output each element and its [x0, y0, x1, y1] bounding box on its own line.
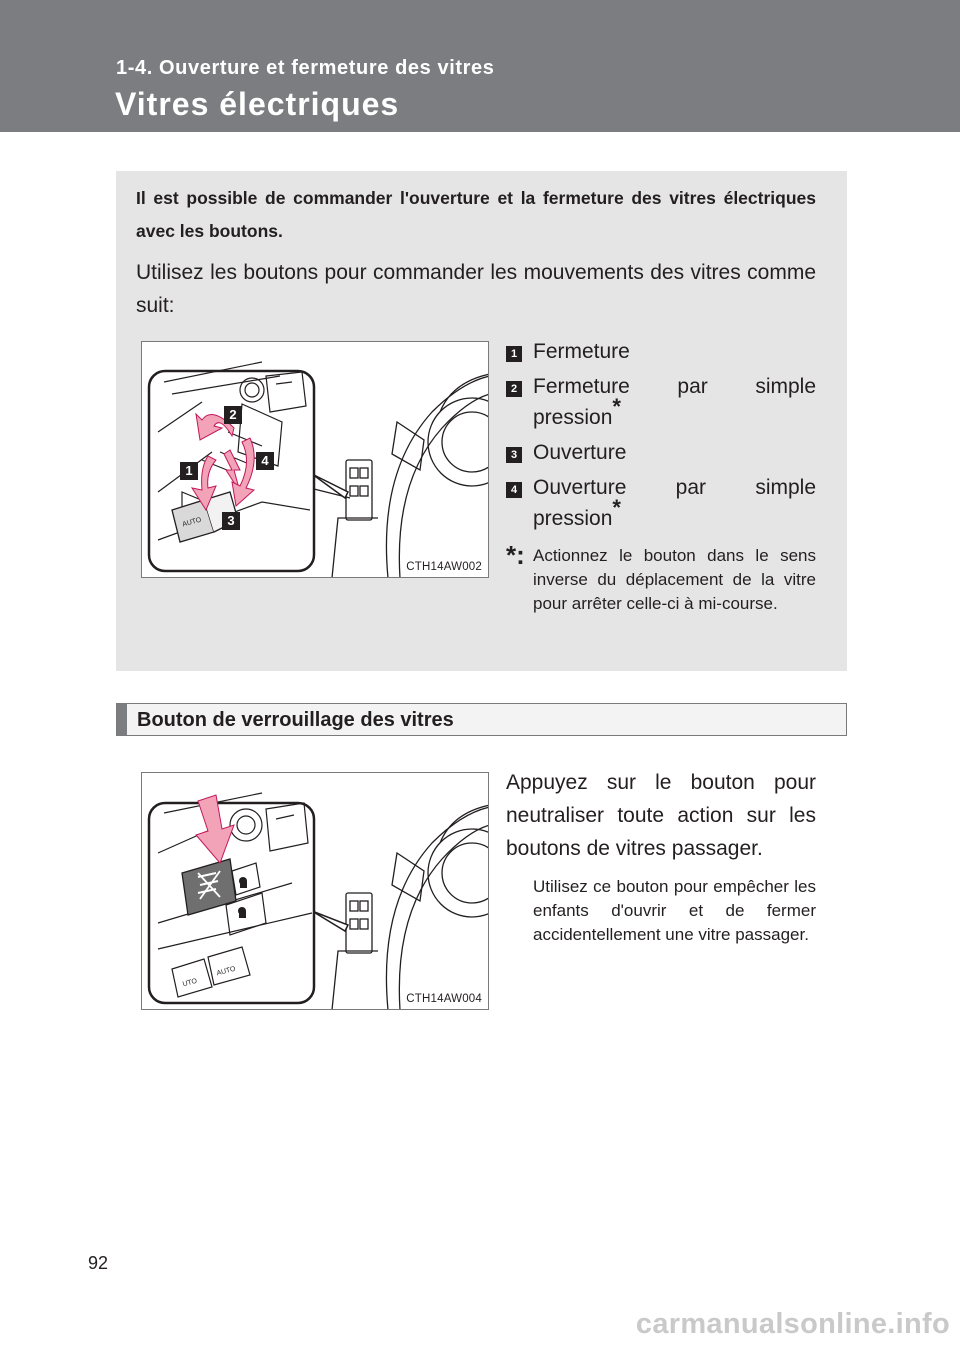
svg-text:1: 1: [185, 463, 193, 478]
step-number-badge: 4: [506, 482, 522, 498]
figure-window-switch: [141, 341, 489, 578]
step-item: [506, 336, 816, 367]
step-list: [506, 336, 816, 616]
svg-text:AUTO: AUTO: [181, 516, 203, 529]
lock-instruction: Appuyez sur le bouton pour neutraliser toute action sur les boutons de vitres passager.: [506, 771, 816, 860]
step-text: Ouverture par simple pression: [533, 476, 816, 530]
subsection-title: Bouton de verrouillage des vitres: [137, 709, 454, 731]
page-header: [0, 0, 960, 132]
step-text: Ouverture: [533, 441, 627, 464]
window-lock-illustration: [142, 773, 489, 1010]
svg-text:4: 4: [261, 453, 269, 468]
step-item: [506, 437, 816, 468]
step-item: [506, 472, 816, 534]
step-number-badge: 1: [506, 346, 522, 362]
intro-summary: Il est possible de commander l'ouverture et la fermeture des vitres électriques avec les boutons.: [136, 188, 816, 241]
figure-code: CTH14AW002: [406, 561, 482, 573]
step-number-badge: 2: [506, 381, 522, 397]
svg-text:2: 2: [229, 407, 237, 422]
step-text: Fermeture par simple pression: [533, 375, 816, 429]
svg-text:UTO: UTO: [181, 977, 198, 989]
asterisk-mark: *: [612, 394, 621, 419]
footnote: [506, 540, 816, 616]
figure-window-lock: [141, 772, 489, 1010]
asterisk-mark: *: [612, 495, 621, 520]
heading-accent: [117, 704, 127, 735]
figure-code: CTH14AW004: [406, 993, 482, 1005]
subsection-heading-bar: [116, 703, 847, 736]
footnote-text: Actionnez le bouton dans le sens inverse du déplacement de la vitre pour arrêter celle-ci à mi-course.: [533, 546, 816, 613]
page-number: 92: [88, 1253, 109, 1273]
svg-text:AUTO: AUTO: [215, 965, 237, 978]
page-title: Vitres électriques: [115, 86, 400, 122]
section-heading: 1-4. Ouverture et fermeture des vitres: [116, 57, 495, 79]
site-watermark: carmanualsonline.info: [635, 1308, 950, 1340]
intro-instruction: Utilisez les boutons pour commander les mouvements des vitres comme suit:: [136, 261, 816, 317]
footnote-mark: *:: [506, 540, 525, 570]
step-text: Fermeture: [533, 340, 630, 363]
step-number-badge: 3: [506, 447, 522, 463]
svg-text:3: 3: [227, 513, 235, 528]
window-switch-illustration: [142, 342, 489, 578]
lock-explanation: Utilisez ce bouton pour empêcher les enfants d'ouvrir et de fermer accidentellement une vitre passager.: [533, 877, 816, 944]
step-item: [506, 371, 816, 433]
